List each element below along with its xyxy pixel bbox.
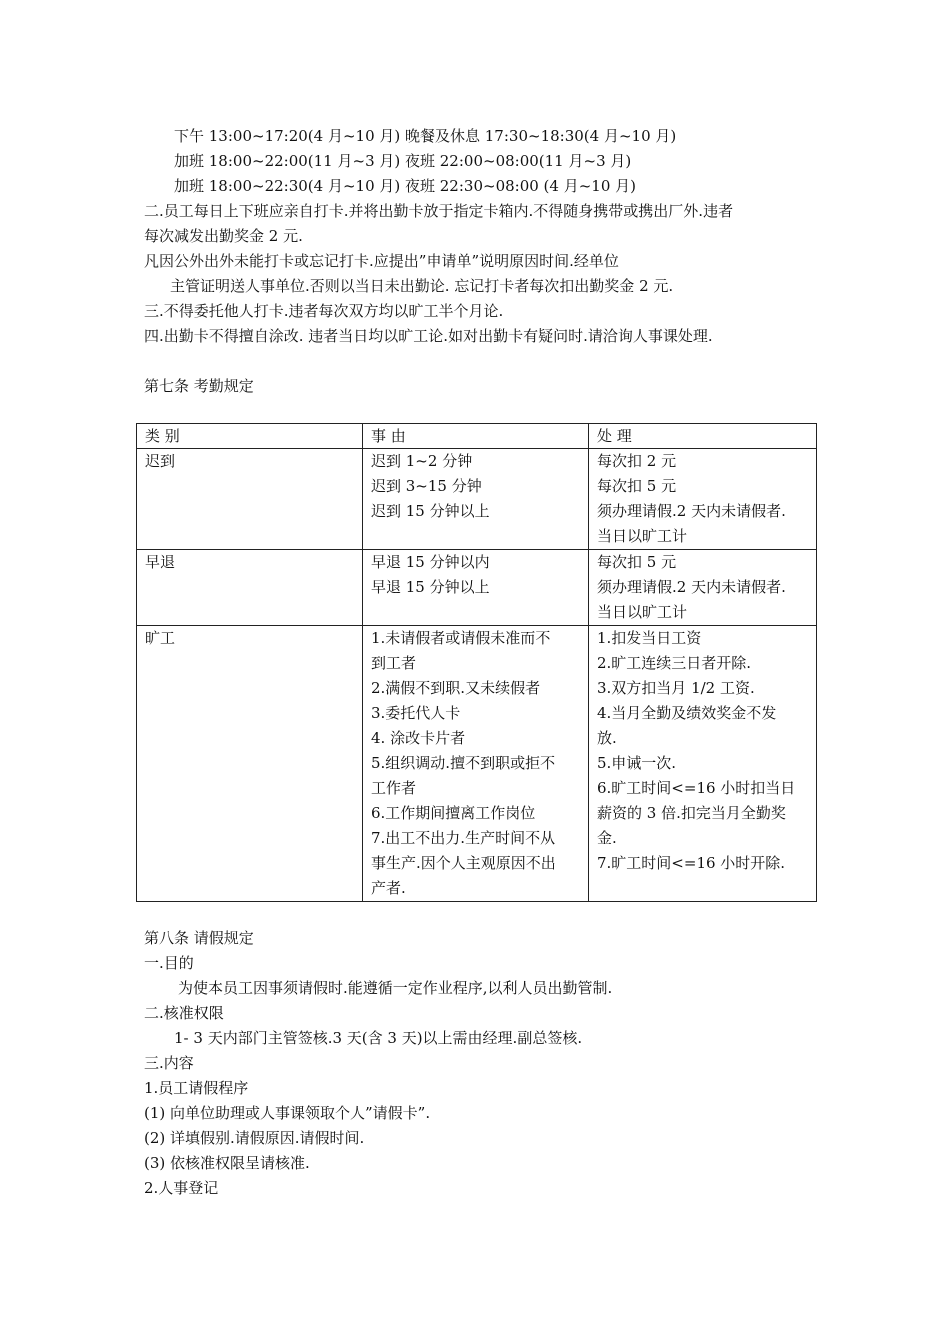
action-cell: [589, 626, 817, 902]
action-line: 每次扣 5 元: [597, 553, 677, 571]
reason-cell: [363, 626, 589, 902]
action-line: 7.旷工时间<=16 小时开除.: [597, 854, 786, 872]
procedure-step-2: (2) 详填假别.请假原因.请假时间.: [144, 1129, 365, 1147]
table-row-early-leave: [137, 550, 817, 626]
action-line: 放.: [597, 729, 617, 747]
rule-2-line-1: 二.员工每日上下班应亲自打卡.并将出勤卡放于指定卡箱内.不得随身携带或携出厂外.违者: [144, 202, 734, 220]
action-line: 5.申诫一次.: [597, 754, 677, 772]
action-line: 每次扣 5 元: [597, 477, 677, 495]
reason-line: 4. 涂改卡片者: [371, 729, 466, 747]
action-line: 6.旷工时间<=16 小时扣当日: [597, 779, 796, 797]
header-category: 类 别: [137, 424, 363, 449]
action-line: 3.双方扣当月 1/2 工资.: [597, 679, 755, 697]
reason-line: 产者.: [371, 879, 406, 897]
reason-line: 2.满假不到职.又未续假者: [371, 679, 541, 697]
action-line: 须办理请假.2 天内未请假者.: [597, 502, 786, 520]
reason-line: 到工者: [371, 654, 417, 672]
purpose-text: 为使本员工因事须请假时.能遵循一定作业程序,以利人员出勤管制.: [178, 979, 613, 997]
reason-line: 早退 15 分钟以上: [371, 578, 490, 596]
leave-procedure-heading: 1.员工请假程序: [144, 1079, 249, 1097]
authority-text: 1- 3 天内部门主管签核.3 天(含 3 天)以上需由经理.副总签核.: [174, 1029, 583, 1047]
reason-line: 5.组织调动.擅不到职或拒不: [371, 754, 556, 772]
reason-line: 6.工作期间擅离工作岗位: [371, 804, 536, 822]
rule-3-line: 三.不得委托他人打卡.违者每次双方均以旷工半个月论.: [144, 302, 504, 320]
action-line: 每次扣 2 元: [597, 452, 677, 470]
action-line: 须办理请假.2 天内未请假者.: [597, 578, 786, 596]
reason-line: 迟到 15 分钟以上: [371, 502, 490, 520]
action-line: 薪资的 3 倍.扣完当月全勤奖: [597, 804, 786, 822]
authority-heading: 二.核准权限: [144, 1004, 224, 1022]
action-line: 4.当月全勤及绩效奖金不发: [597, 704, 777, 722]
reason-cell: [363, 449, 589, 550]
reason-line: 事生产.因个人主观原因不出: [371, 854, 556, 872]
reason-line: 7.出工不出力.生产时间不从: [371, 829, 556, 847]
reason-line: 早退 15 分钟以内: [371, 553, 490, 571]
procedure-step-1: (1) 向单位助理或人事课领取个人”请假卡”.: [144, 1104, 431, 1122]
category-cell: 迟到: [137, 449, 363, 550]
header-reason: 事 由: [363, 424, 589, 449]
content-heading: 三.内容: [144, 1054, 194, 1072]
category-cell: 早退: [137, 550, 363, 626]
schedule-afternoon-line: 下午 13:00~17:20(4 月~10 月) 晚餐及休息 17:30~18:30(4 月~10 月): [174, 127, 677, 145]
reason-line: 迟到 1~2 分钟: [371, 452, 473, 470]
section-7-title: 第七条 考勤规定: [144, 377, 254, 395]
rule-2-line-2: 每次减发出勤奖金 2 元.: [144, 227, 303, 245]
rule-4-line: 四.出勤卡不得擅自涂改. 违者当日均以旷工论.如对出勤卡有疑问时.请洽询人事课处理.: [144, 327, 713, 345]
attendance-table: [136, 423, 817, 902]
action-cell: [589, 449, 817, 550]
category-cell: 旷工: [137, 626, 363, 902]
purpose-heading: 一.目的: [144, 954, 194, 972]
schedule-overtime-summer-line: 加班 18:00~22:30(4 月~10 月) 夜班 22:30~08:00 (4 月~10 月): [174, 177, 636, 195]
action-line: 当日以旷工计: [597, 527, 688, 545]
action-line: 1.扣发当日工资: [597, 629, 702, 647]
action-line: 当日以旷工计: [597, 603, 688, 621]
action-line: 金.: [597, 829, 617, 847]
hr-registration-heading: 2.人事登记: [144, 1179, 219, 1197]
reason-cell: [363, 550, 589, 626]
rule-2-line-3: 凡因公外出外未能打卡或忘记打卡.应提出”申请单”说明原因时间.经单位: [144, 252, 619, 270]
section-8-title: 第八条 请假规定: [144, 929, 254, 947]
action-cell: [589, 550, 817, 626]
table-row-late: [137, 449, 817, 550]
schedule-overtime-winter-line: 加班 18:00~22:00(11 月~3 月) 夜班 22:00~08:00(11 月~3 月): [174, 152, 632, 170]
reason-line: 迟到 3~15 分钟: [371, 477, 482, 495]
rule-2-line-4: 主管证明送人事单位.否则以当日未出勤论. 忘记打卡者每次扣出勤奖金 2 元.: [170, 277, 674, 295]
procedure-step-3: (3) 依核准权限呈请核准.: [144, 1154, 310, 1172]
action-line: 2.旷工连续三日者开除.: [597, 654, 752, 672]
reason-line: 3.委托代人卡: [371, 704, 461, 722]
reason-line: 工作者: [371, 779, 417, 797]
table-header-row: [137, 424, 817, 449]
table-row-absence: [137, 626, 817, 902]
reason-line: 1.未请假者或请假未准而不: [371, 629, 551, 647]
header-action: 处 理: [589, 424, 817, 449]
